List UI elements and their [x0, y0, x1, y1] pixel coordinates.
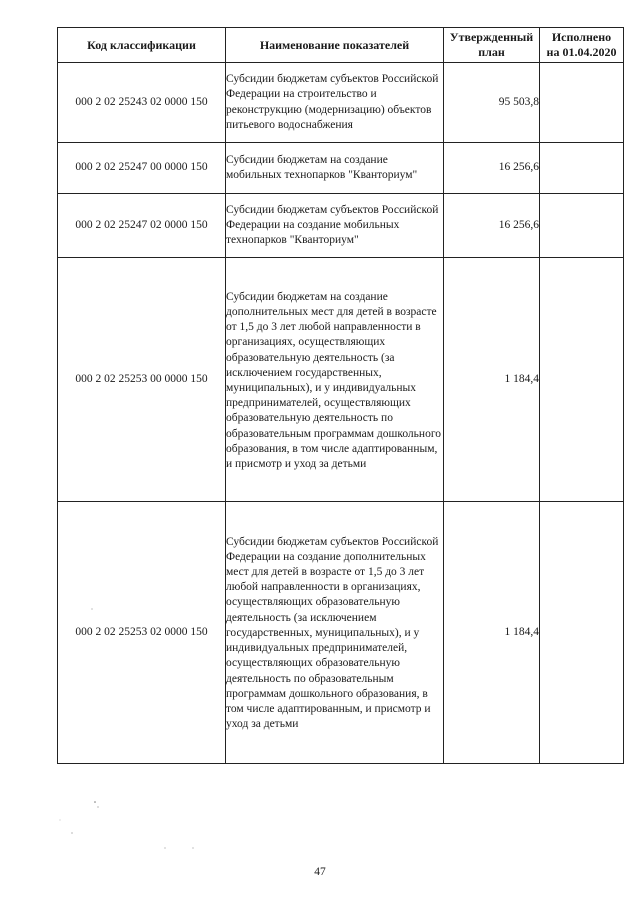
table-row [58, 63, 624, 143]
table-row [58, 194, 624, 258]
row-name: Субсидии бюджетам субъектов Российской Федерации на создание мобильных технопарков "Кванториум" [226, 194, 444, 258]
row-code: 000 2 02 25247 02 0000 150 [58, 194, 226, 258]
row-plan: 95 503,8 [444, 63, 540, 143]
header-name: Наименование показателей [226, 28, 444, 63]
page-number: 47 [314, 866, 326, 878]
row-plan: 1 184,4 [444, 258, 540, 502]
budget-table [57, 27, 624, 764]
row-done [540, 502, 624, 764]
row-done [540, 63, 624, 143]
row-code: 000 2 02 25253 00 0000 150 [58, 258, 226, 502]
row-name: Субсидии бюджетам на создание мобильных технопарков "Кванториум" [226, 143, 444, 194]
header-plan-line2: план [478, 45, 505, 59]
header-plan-line1: Утвержденный [449, 30, 534, 44]
row-plan: 1 184,4 [444, 502, 540, 764]
row-done [540, 143, 624, 194]
row-done [540, 194, 624, 258]
header-done-line2: на 01.04.2020 [546, 45, 617, 59]
table-header-row [58, 28, 624, 63]
header-code: Код классификации [58, 28, 226, 63]
row-code: 000 2 02 25243 02 0000 150 [58, 63, 226, 143]
row-plan: 16 256,6 [444, 143, 540, 194]
table-row [58, 258, 624, 502]
header-plan [444, 28, 540, 63]
row-code: 000 2 02 25253 02 0000 150 [58, 502, 226, 764]
row-name: Субсидии бюджетам субъектов Российской Федерации на строительство и реконструкцию (модернизацию) объектов питьевого водоснабжения [226, 63, 444, 143]
row-code: 000 2 02 25247 00 0000 150 [58, 143, 226, 194]
header-done-line1: Исполнено [551, 30, 612, 44]
table-row [58, 143, 624, 194]
table-row [58, 502, 624, 764]
row-done [540, 258, 624, 502]
row-plan: 16 256,6 [444, 194, 540, 258]
row-name: Субсидии бюджетам на создание дополнительных мест для детей в возрасте от 1,5 до 3 лет любой направленности в организациях, осуществляющих образовательную деятельность (за исключением государственных, муниципальных), и у индивидуальных предпринимателей, осуществляющих образовательную деятельность по образовательным программам дошкольного образования, в том числе адаптированным, и присмотр и уход за детьми [226, 258, 444, 502]
row-name: Субсидии бюджетам субъектов Российской Федерации на создание дополнительных мест для детей в возрасте от 1,5 до 3 лет любой направленности в организациях, осуществляющих образовательную деятельность (за исключением государственных, муниципальных), и у индивидуальных предпринимателей, осуществляющих образовательную деятельность по образовательным программам дошкольного образования, в том числе адаптированным, и присмотр и уход за детьми [226, 502, 444, 764]
header-done [540, 28, 624, 63]
